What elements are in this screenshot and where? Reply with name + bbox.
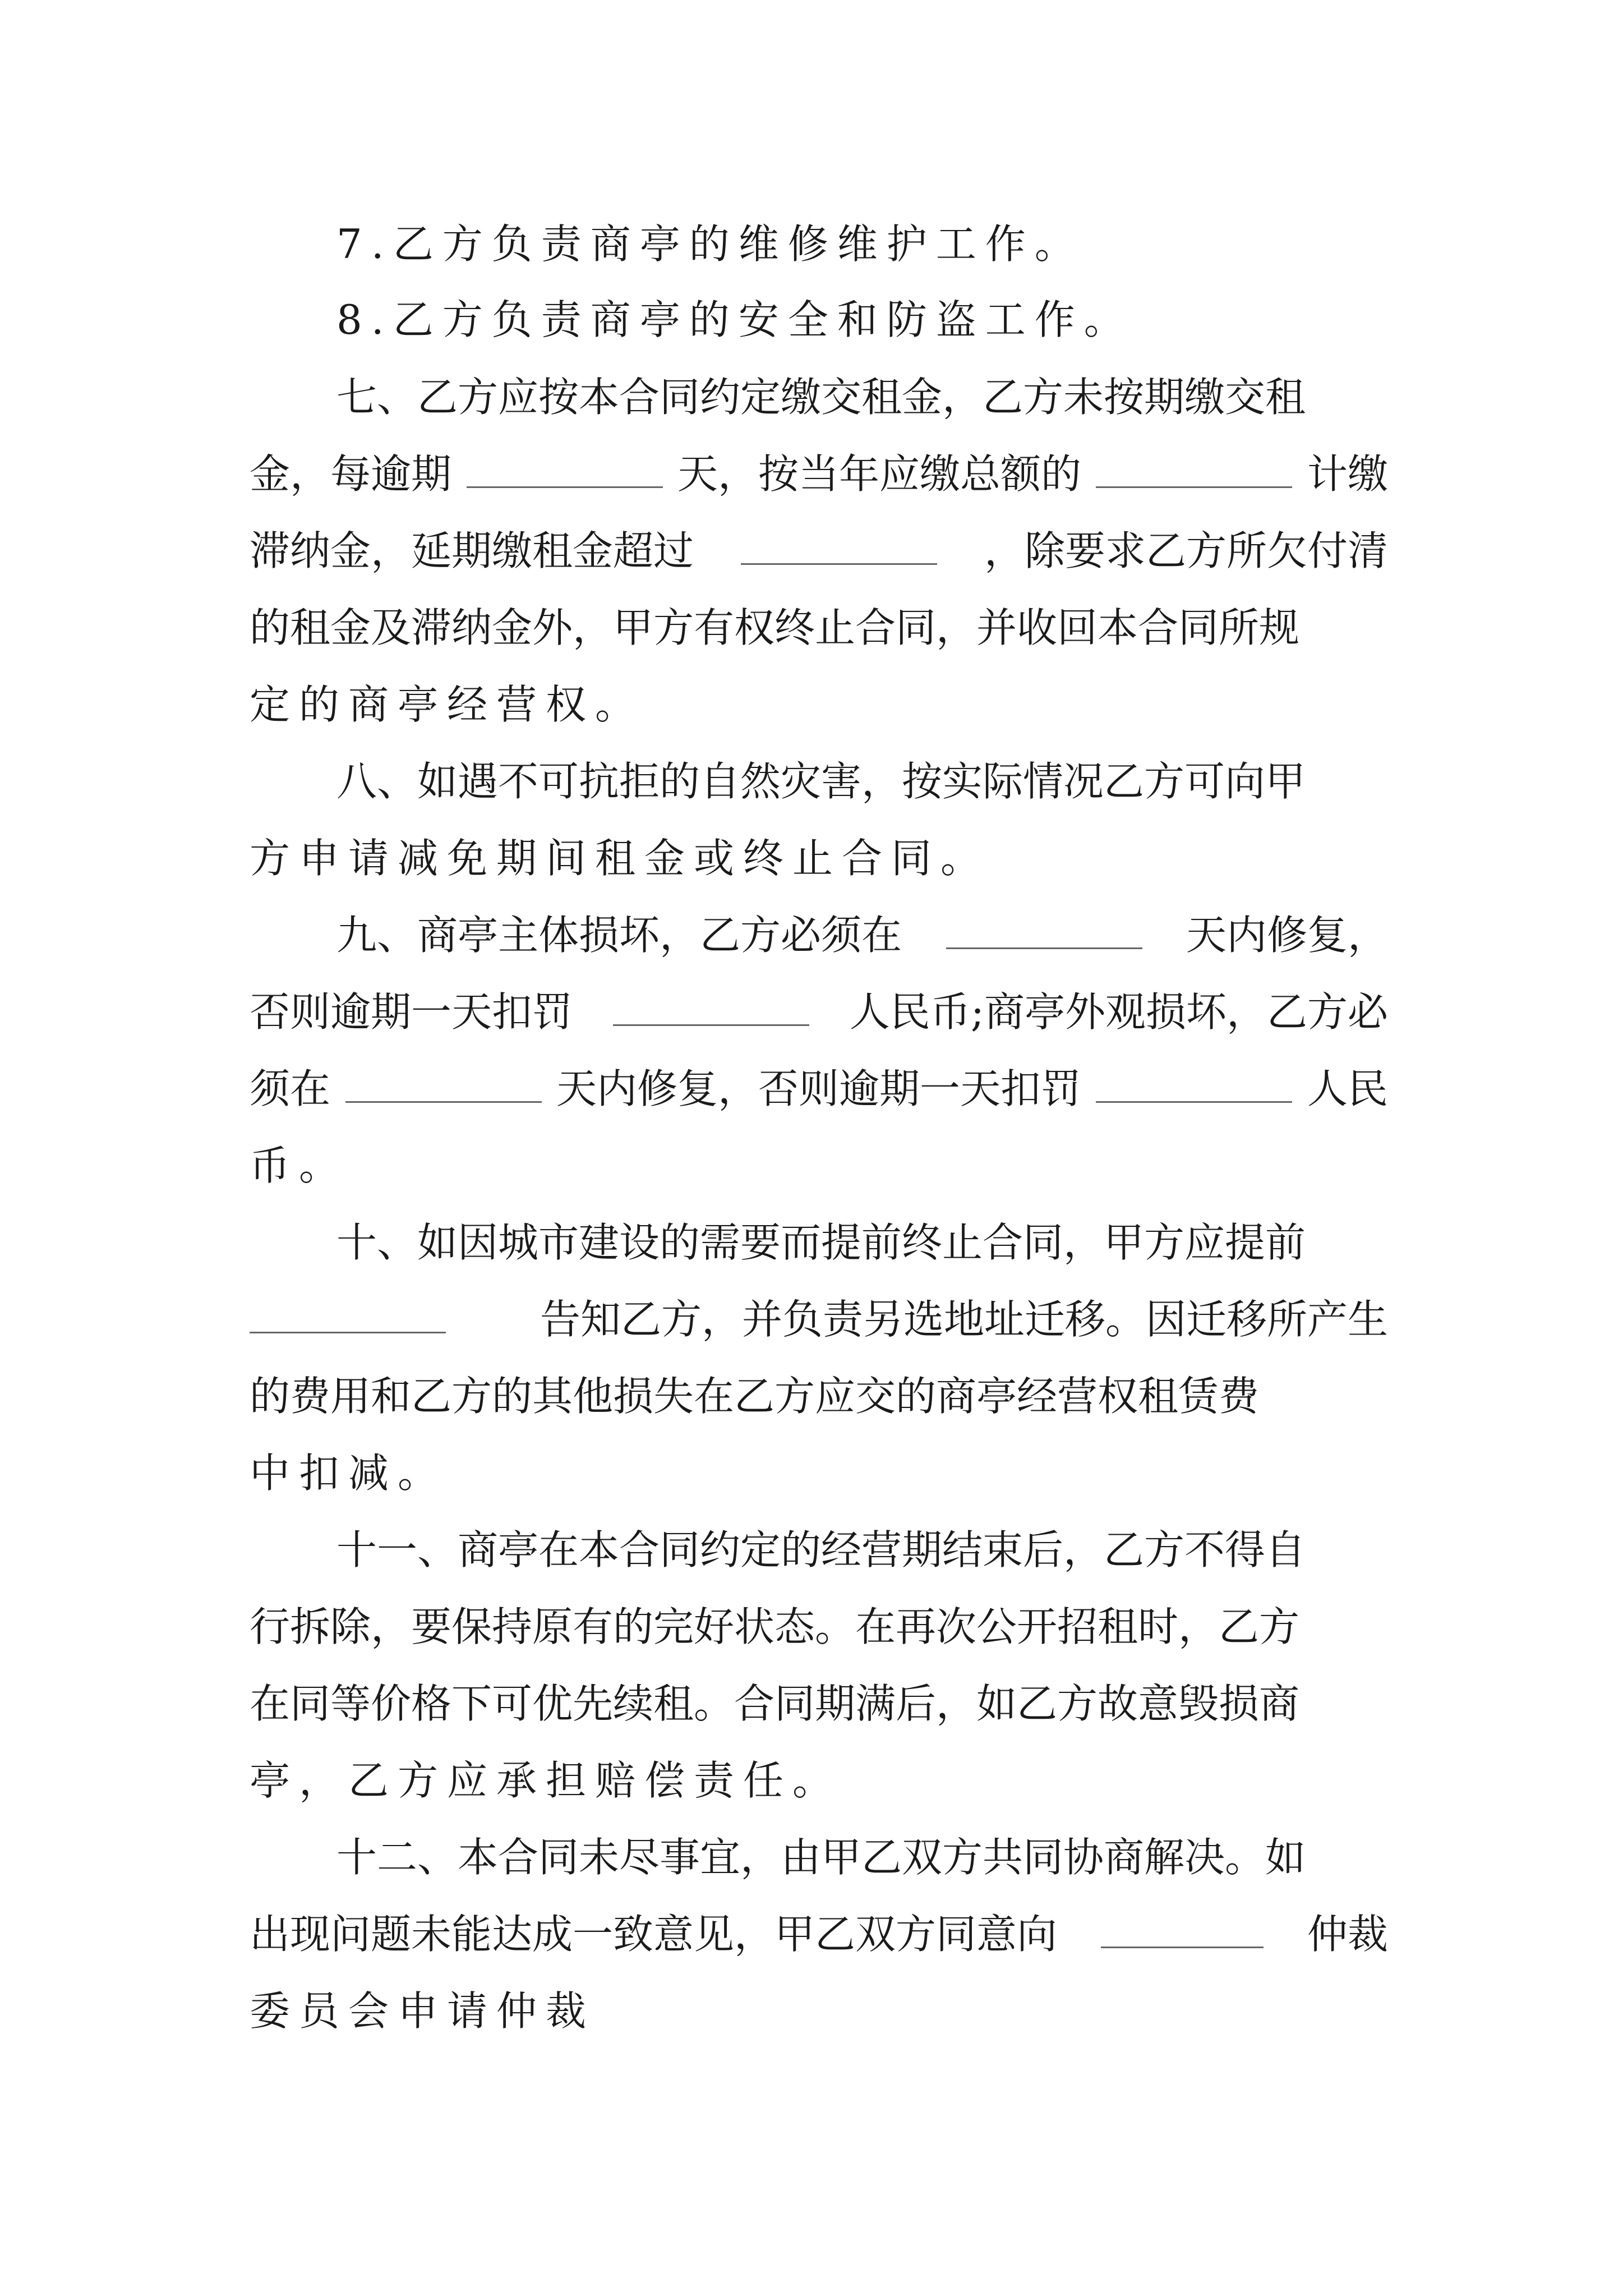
text-line: 否则逾期一天扣罚 人民币;商亭外观损坏，乙方必 [250,988,1388,1036]
fill-in-blank[interactable] [946,914,1142,949]
text-line: 在同等价格下可优先续租。合同期满后，如乙方故意毁损商 [250,1680,1300,1727]
text-line: 金，每逾期 天，按当年应缴总额的 计缴 [250,450,1388,498]
text-line: 出现问题未能达成一致意见，甲乙双方同意向 仲裁 [250,1911,1388,1958]
fill-in-blank[interactable] [741,530,937,565]
text-line: 7.乙方负责商亭的维修维护工作。 [336,220,1084,268]
text-line: 中扣减。 [250,1450,448,1497]
fill-in-blank[interactable] [1101,1913,1264,1948]
text-line: 方申请减免期间租金或终止合同。 [250,835,990,882]
clause-11-heading-line: 十一、商亭在本合同约定的经营期结束后，乙方不得自 [336,1526,1306,1573]
clause-10-heading-line: 十、如因城市建设的需要而提前终止合同，甲方应提前 [336,1219,1306,1266]
clause-9-heading-line: 九、商亭主体损坏，乙方必须在 天内修复， [336,912,1388,959]
text-line: 滞纳金，延期缴租金超过 ，除要求乙方所欠付清 [250,527,1388,574]
text-line: 币。 [250,1142,349,1189]
fill-in-blank[interactable] [467,453,663,488]
text-line: 告知乙方，并负责另选地址迁移。因迁移所产生 [250,1286,1388,1353]
text-line: 须在 天内修复，否则逾期一天扣罚 人民 [250,1065,1388,1112]
text-line: 亭，乙方应承担赔偿责任。 [250,1757,842,1804]
text-line: 定的商亭经营权。 [250,681,645,728]
clause-8-heading-line: 八、如遇不可抗拒的自然灾害，按实际情况乙方可向甲 [336,758,1306,805]
text-line: 行拆除，要保持原有的完好状态。在再次公开招租时，乙方 [250,1603,1300,1650]
fill-in-blank[interactable] [345,1068,542,1103]
text-line: 委员会申请仲裁 [250,1987,596,2035]
text-line: 的租金及滞纳金外，甲方有权终止合同，并收回本合同所规 [250,604,1300,651]
clause-12-heading-line: 十二、本合同未尽事宜，由甲乙双方共同协商解决。如 [336,1834,1306,1881]
text-line: 8.乙方负责商亭的安全和防盗工作。 [336,296,1133,343]
text-line: 的费用和乙方的其他损失在乙方应交的商亭经营权租赁费 [250,1373,1260,1420]
fill-in-blank[interactable] [1096,1068,1292,1103]
clause-7-heading-line: 七、乙方应按本合同约定缴交租金，乙方未按期缴交租 [336,374,1306,421]
fill-in-blank[interactable] [1096,453,1292,488]
fill-in-blank[interactable] [613,991,809,1026]
fill-in-blank[interactable] [250,1298,446,1333]
